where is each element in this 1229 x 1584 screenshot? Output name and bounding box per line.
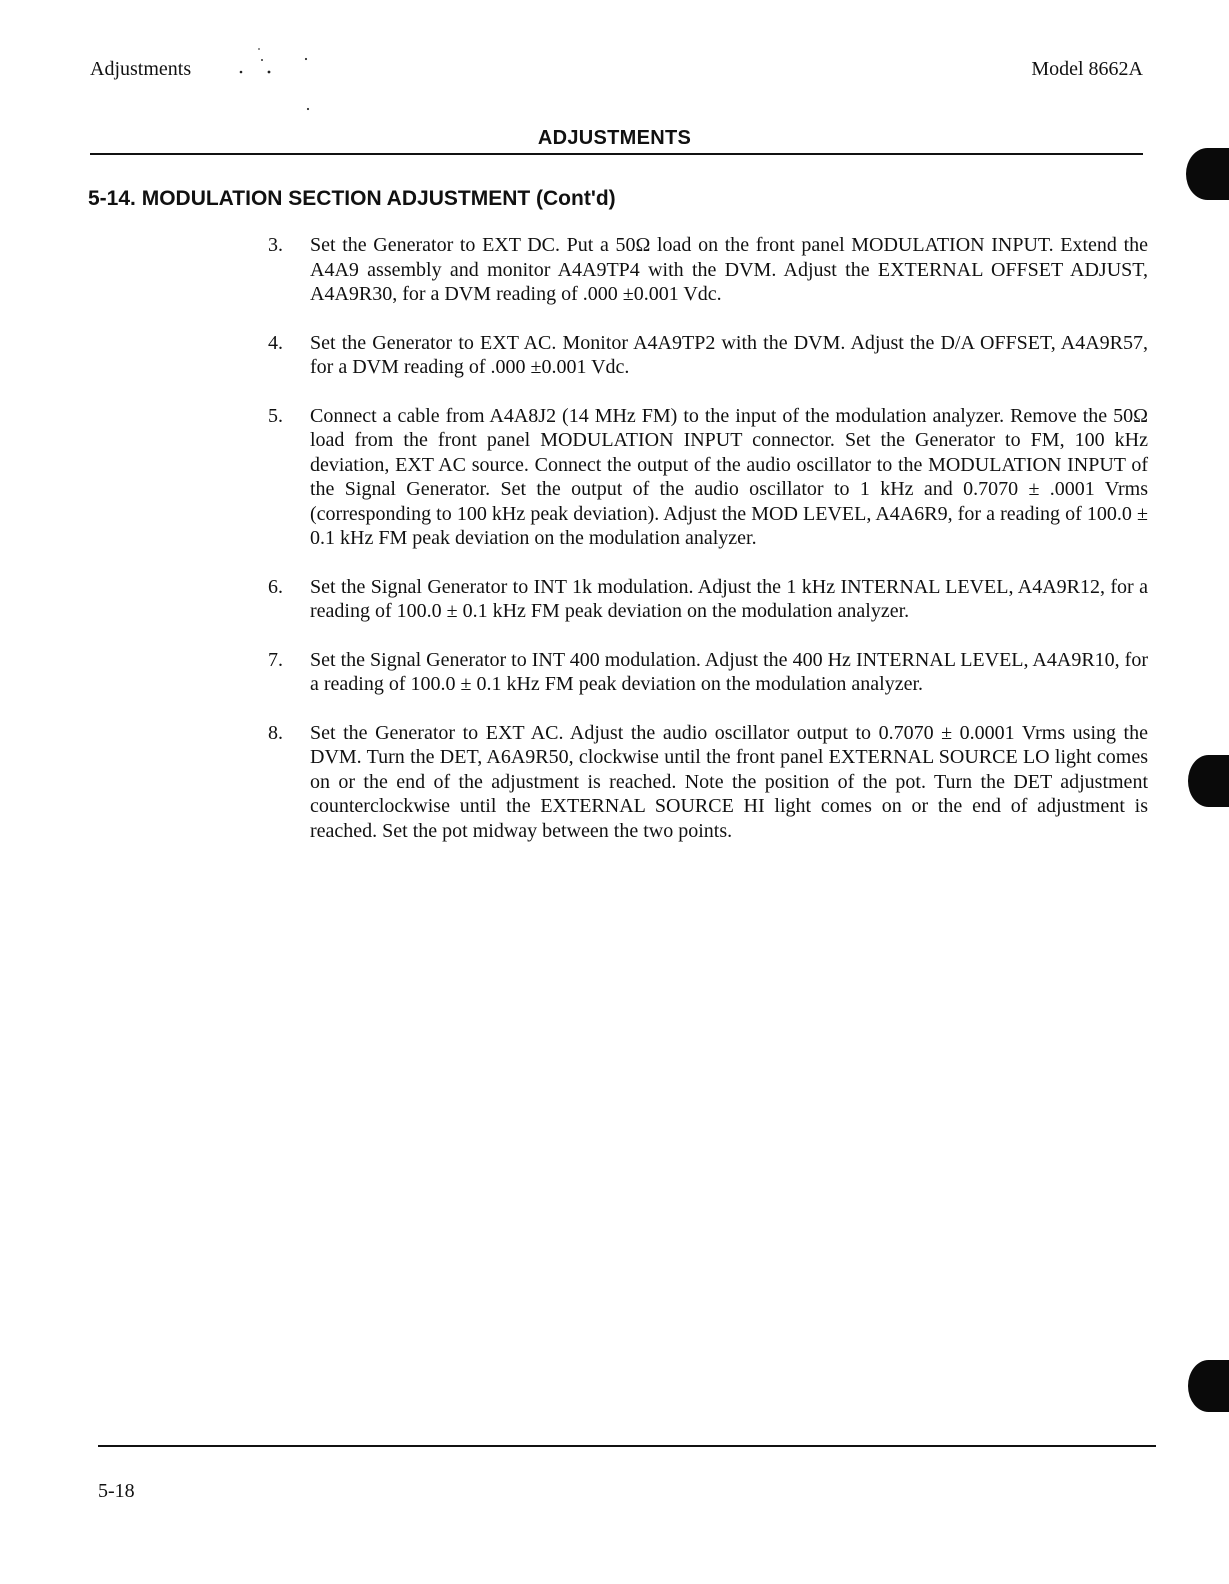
scan-specks-decoration: [238, 46, 318, 116]
step-number: 6.: [268, 575, 283, 598]
step-number: 4.: [268, 331, 283, 354]
binder-punch-hole: [1188, 1360, 1229, 1412]
step-text: Connect a cable from A4A8J2 (14 MHz FM) to the input of the modulation analyzer. Remove the 50Ω load from the front panel MODULATION INPUT connector. Set the Generator to FM, 100 kHz deviation, EXT AC source. Connect the output of the audio oscillator to the MODULATION INPUT of the Signal Generator. Set the output of the audio oscillator to 1 kHz and 0.7070 ± .0001 Vrms (corresponding to 100 kHz peak deviation). Adjust the MOD LEVEL, A4A6R9, for a reading of 100.0 ± 0.1 kHz FM peak deviation on the modulation analyzer.: [310, 404, 1148, 549]
section-title: ADJUSTMENTS: [537, 127, 692, 149]
procedure-step: [268, 721, 1148, 844]
step-text: Set the Signal Generator to INT 400 modulation. Adjust the 400 Hz INTERNAL LEVEL, A4A9R10, for a reading of 100.0 ± 0.1 kHz FM peak deviation on the modulation analyzer.: [310, 648, 1148, 695]
running-header-section: Adjustments: [90, 58, 192, 80]
step-text: Set the Generator to EXT DC. Put a 50Ω load on the front panel MODULATION INPUT. Extend the A4A9 assembly and monitor A4A9TP4 with the DVM. Adjust the EXTERNAL OFFSET ADJUST, A4A9R30, for a DVM reading of .000 ±0.001 Vdc.: [310, 234, 1148, 305]
step-number: 8.: [268, 721, 283, 744]
page-number: 5-18: [98, 1480, 135, 1502]
procedure-step: [268, 331, 1148, 380]
step-number: 5.: [268, 404, 283, 427]
procedure-step: [268, 575, 1148, 624]
procedure-step: [268, 404, 1148, 551]
binder-punch-hole: [1188, 755, 1229, 807]
header-rule: [90, 153, 1143, 155]
footer-rule: [98, 1445, 1156, 1447]
procedure-step: [268, 648, 1148, 697]
step-text: Set the Signal Generator to INT 1k modulation. Adjust the 1 kHz INTERNAL LEVEL, A4A9R12, for a reading of 100.0 ± 0.1 kHz FM peak deviation on the modulation analyzer.: [310, 575, 1148, 622]
procedure-steps: [268, 233, 1148, 867]
binder-punch-hole: [1186, 148, 1229, 200]
step-text: Set the Generator to EXT AC. Adjust the audio oscillator output to 0.7070 ± 0.0001 Vrms using the DVM. Turn the DET, A6A9R50, clockwise until the front panel EXTERNAL SOURCE LO light comes on or the end of the adjustment is reached. Note the position of the pot. Turn the DET adjustment counterclockwise until the EXTERNAL SOURCE HI light comes on or the end of adjustment is reached. Set the pot midway between the two points.: [310, 721, 1148, 842]
running-header-model: Model 8662A: [1031, 58, 1143, 80]
step-number: 7.: [268, 648, 283, 671]
procedure-step: [268, 233, 1148, 307]
step-text: Set the Generator to EXT AC. Monitor A4A9TP2 with the DVM. Adjust the D/A OFFSET, A4A9R57, for a DVM reading of .000 ±0.001 Vdc.: [310, 331, 1148, 378]
step-number: 3.: [268, 234, 283, 256]
subsection-heading: 5-14. MODULATION SECTION ADJUSTMENT (Cont'd): [88, 187, 616, 210]
